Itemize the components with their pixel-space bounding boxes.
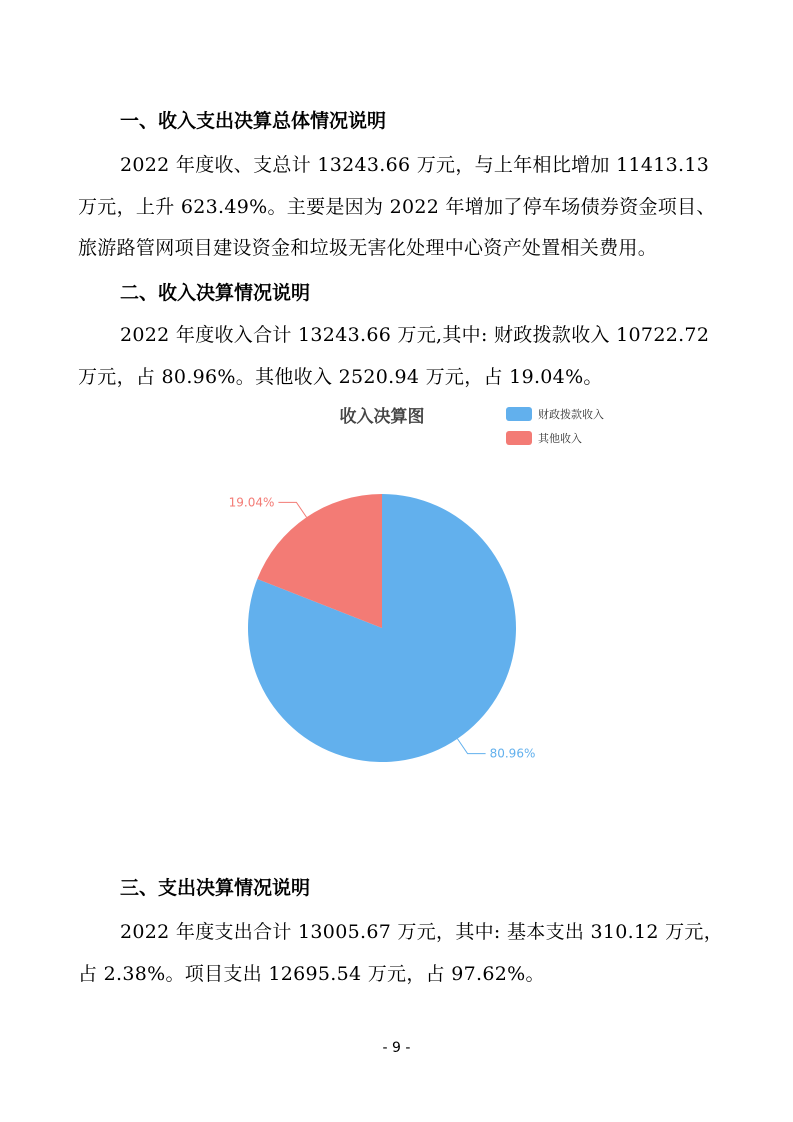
legend-swatch-1 xyxy=(506,431,532,445)
section-3-line-2: 占 2.38%。项目支出 12695.54 万元，占 97.62%。 xyxy=(78,963,545,985)
leader-line-0 xyxy=(457,739,485,754)
legend-swatch-0 xyxy=(506,407,532,421)
income-pie-chart xyxy=(0,395,793,785)
chart-legend xyxy=(506,407,604,445)
section-2-line-2: 万元，占 80.96%。其他收入 2520.94 万元，占 19.04%。 xyxy=(78,366,603,388)
chart-title: 收入决算图 xyxy=(339,407,425,427)
section-1-heading: 一、收入支出决算总体情况说明 xyxy=(120,110,387,132)
leader-line-1 xyxy=(278,502,306,517)
slice-label-0: 80.96% xyxy=(489,746,536,761)
legend-label-0: 财政拨款收入 xyxy=(538,408,604,421)
section-3-line-1: 2022 年度支出合计 13005.67 万元，其中: 基本支出 310.12 万元， xyxy=(120,921,724,943)
page-number: - 9 - xyxy=(382,1040,411,1056)
section-1-line-3: 旅游路管网项目建设资金和垃圾无害化处理中心资产处置相关费用。 xyxy=(78,237,658,259)
section-1-line-2: 万元，上升 623.49%。主要是因为 2022 年增加了停车场债券资金项目、 xyxy=(78,196,716,218)
section-2-line-1: 2022 年度收入合计 13243.66 万元,其中: 财政拨款收入 10722.72 xyxy=(120,324,710,346)
slice-label-1: 19.04% xyxy=(228,495,275,510)
section-2-heading: 二、收入决算情况说明 xyxy=(120,282,311,304)
section-3-heading: 三、支出决算情况说明 xyxy=(120,877,311,899)
legend-label-1: 其他收入 xyxy=(538,432,582,445)
section-1-line-1: 2022 年度收、支总计 13243.66 万元，与上年相比增加 11413.13 xyxy=(120,154,710,176)
pie-slices xyxy=(248,494,516,762)
